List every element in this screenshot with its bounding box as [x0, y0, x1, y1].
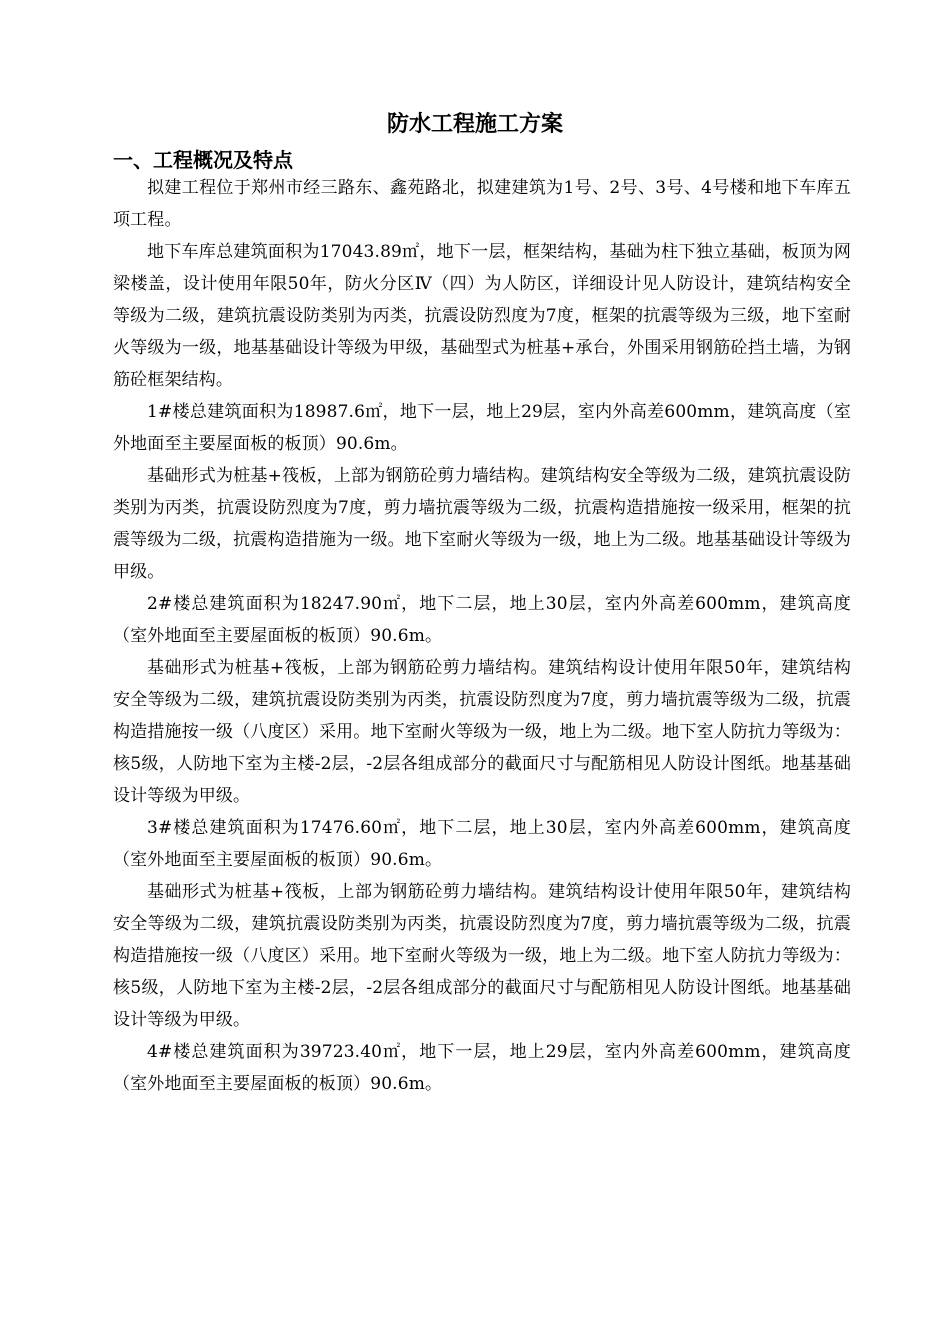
body-text — [113, 172, 851, 1100]
document-title: 防水工程施工方案 — [386, 112, 563, 137]
paragraph: 4#楼总建筑面积为39723.40㎡，地下一层，地上29层，室内外高差600mm，建筑高度（室外地面至主要屋面板的板顶）90.6m。 — [113, 1042, 851, 1094]
section-heading: 一、工程概况及特点 — [113, 148, 293, 172]
paragraph: 基础形式为桩基+筏板，上部为钢筋砼剪力墙结构。建筑结构安全等级为二级，建筑抗震设防类别为丙类，抗震设防烈度为7度，剪力墙抗震等级为二级，抗震构造措施按一级采用，框架的抗震等级为二级，抗震构造措施为一级。地下室耐火等级为一级，地上为二级。地基基础设计等级为甲级。 — [113, 466, 851, 582]
paragraph: 基础形式为桩基+筏板，上部为钢筋砼剪力墙结构。建筑结构设计使用年限50年，建筑结构安全等级为二级，建筑抗震设防类别为丙类，抗震设防烈度为7度，剪力墙抗震等级为二级，抗震构造措施按一级（八度区）采用。地下室耐火等级为一级，地上为二级。地下室人防抗力等级为：核5级，人防地下室为主楼-2层，-2层各组成部分的截面尺寸与配筋相见人防设计图纸。地基基础设计等级为甲级。 — [113, 658, 851, 806]
paragraph: 基础形式为桩基+筏板，上部为钢筋砼剪力墙结构。建筑结构设计使用年限50年，建筑结构安全等级为二级，建筑抗震设防类别为丙类，抗震设防烈度为7度，剪力墙抗震等级为二级，抗震构造措施按一级（八度区）采用。地下室耐火等级为一级，地上为二级。地下室人防抗力等级为：核5级，人防地下室为主楼-2层，-2层各组成部分的截面尺寸与配筋相见人防设计图纸。地基基础设计等级为甲级。 — [113, 882, 851, 1030]
paragraph: 地下车库总建筑面积为17043.89㎡，地下一层，框架结构，基础为柱下独立基础，板顶为网梁楼盖，设计使用年限50年，防火分区Ⅳ（四）为人防区，详细设计见人防设计，建筑结构安全等级为二级，建筑抗震设防类别为丙类，抗震设防烈度为7度，框架的抗震等级为三级，地下室耐火等级为一级，地基基础设计等级为甲级，基础型式为桩基+承台，外围采用钢筋砼挡土墙，为钢筋砼框架结构。 — [113, 242, 851, 390]
paragraph: 拟建工程位于郑州市经三路东、鑫苑路北，拟建建筑为1号、2号、3号、4号楼和地下车库五项工程。 — [113, 178, 851, 230]
paragraph: 1#楼总建筑面积为18987.6㎡，地下一层，地上29层，室内外高差600mm，建筑高度（室外地面至主要屋面板的板顶）90.6m。 — [113, 402, 851, 454]
paragraph: 2#楼总建筑面积为18247.90㎡，地下二层，地上30层，室内外高差600mm，建筑高度（室外地面至主要屋面板的板顶）90.6m。 — [113, 594, 851, 646]
paragraph: 3#楼总建筑面积为17476.60㎡，地下二层，地上30层，室内外高差600mm，建筑高度（室外地面至主要屋面板的板顶）90.6m。 — [113, 818, 851, 870]
